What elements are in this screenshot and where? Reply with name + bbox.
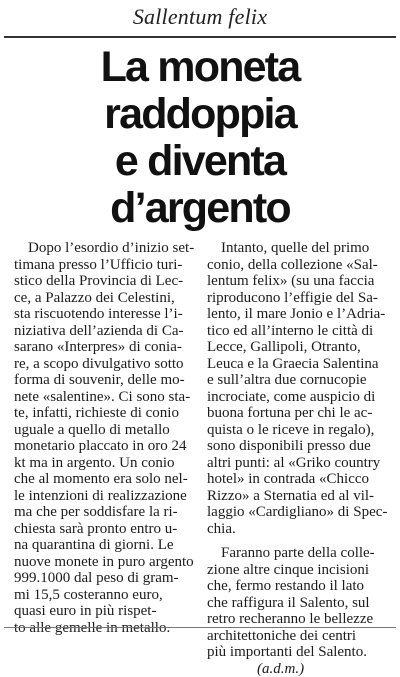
text-line: forma di souvenir, delle mo- [14,372,198,389]
text-line: quista o le riceve in regalo), [207,422,393,439]
text-line: Rizzo» a Sternatia ed al vil- [207,488,393,505]
text-line: nuove monete in puro argento [14,554,198,571]
paragraph-gap [207,537,393,545]
text-line: chiesta sarà pronto entro u- [14,521,198,538]
text-line: quasi euro in più rispet- [14,603,198,620]
text-line: to alle gemelle in metallo. [14,620,198,637]
text-line: ma che per soddisfare la ri- [14,504,198,521]
headline-line-4: d’argento [0,185,400,232]
text-line: e sull’altra due cornucopie [207,372,393,389]
text-line: lento, il mare Jonio e l’Adria- [207,306,393,323]
text-line: laggio «Cardigliano» di Spec- [207,504,393,521]
text-line: Dopo l’esordio d’inizio set- [14,240,198,257]
text-line: mi 15,5 costeranno euro, [14,587,198,604]
headline-line-3: e diventa [0,138,400,185]
text-line: che raffigura il Salento, sul [207,595,393,612]
text-line: che, fermo restando il lato [207,578,393,595]
text-line: stico della Provincia di Lec- [14,273,198,290]
text-line: conio, della collezione «Sal- [207,257,393,274]
right-column [207,240,393,677]
text-line: te, infatti, richieste di conio [14,405,198,422]
text-line: zione altre cinque incisioni [207,562,393,579]
headline [0,44,400,232]
left-column [14,240,198,636]
text-line: sono disponibili presso due [207,438,393,455]
text-line: Intanto, quelle del primo [207,240,393,257]
headline-line-1: La moneta [0,44,400,91]
text-line: Faranno parte della colle- [207,545,393,562]
text-line: sarano «Interpres» di conia- [14,339,198,356]
text-line: hotel» in contrada «Chicco [207,471,393,488]
text-line: niziativa dell’azienda di Ca- [14,323,198,340]
text-line: chia. [207,521,393,538]
text-line: buona fortuna per chi le ac- [207,405,393,422]
text-line: sta riscuotendo interesse l’i- [14,306,198,323]
text-line: Lecce, Gallipoli, Otranto, [207,339,393,356]
text-line: 999.1000 dal peso di gram- [14,570,198,587]
text-line: timana presso l’Ufficio turi- [14,257,198,274]
author-signature: (a.d.m.) [207,661,393,677]
text-line: tico ed all’interno le città di [207,323,393,340]
text-line: ce, a Palazzo dei Celestini, [14,290,198,307]
text-line: riproducono l’effigie del Sa- [207,290,393,307]
text-line: nete «salentine». Ci sono sta- [14,389,198,406]
text-line: na quarantina di giorni. Le [14,537,198,554]
text-line: re, a scopo divulgativo sotto [14,356,198,373]
text-line: kt ma in argento. Un conio [14,455,198,472]
text-line: incrociate, come auspicio di [207,389,393,406]
kicker-rule [4,36,396,38]
text-line: che al momento era solo nel- [14,471,198,488]
text-line: retro recheranno le bellezze [207,611,393,628]
text-line: monetario placcato in oro 24 [14,438,198,455]
text-line: uguale a quello di metallo [14,422,198,439]
headline-line-2: raddoppia [0,91,400,138]
text-line: architettoniche dei centri [207,628,393,645]
kicker: Sallentum felix [0,4,400,30]
text-line: Leuca e la Graecia Salentina [207,356,393,373]
text-line: lentum felix» (su una faccia [207,273,393,290]
text-line: più importanti del Salento. [207,644,393,661]
text-line: altri punti: al «Griko country [207,455,393,472]
text-line: le intenzioni di realizzazione [14,488,198,505]
bottom-rule [4,627,396,628]
